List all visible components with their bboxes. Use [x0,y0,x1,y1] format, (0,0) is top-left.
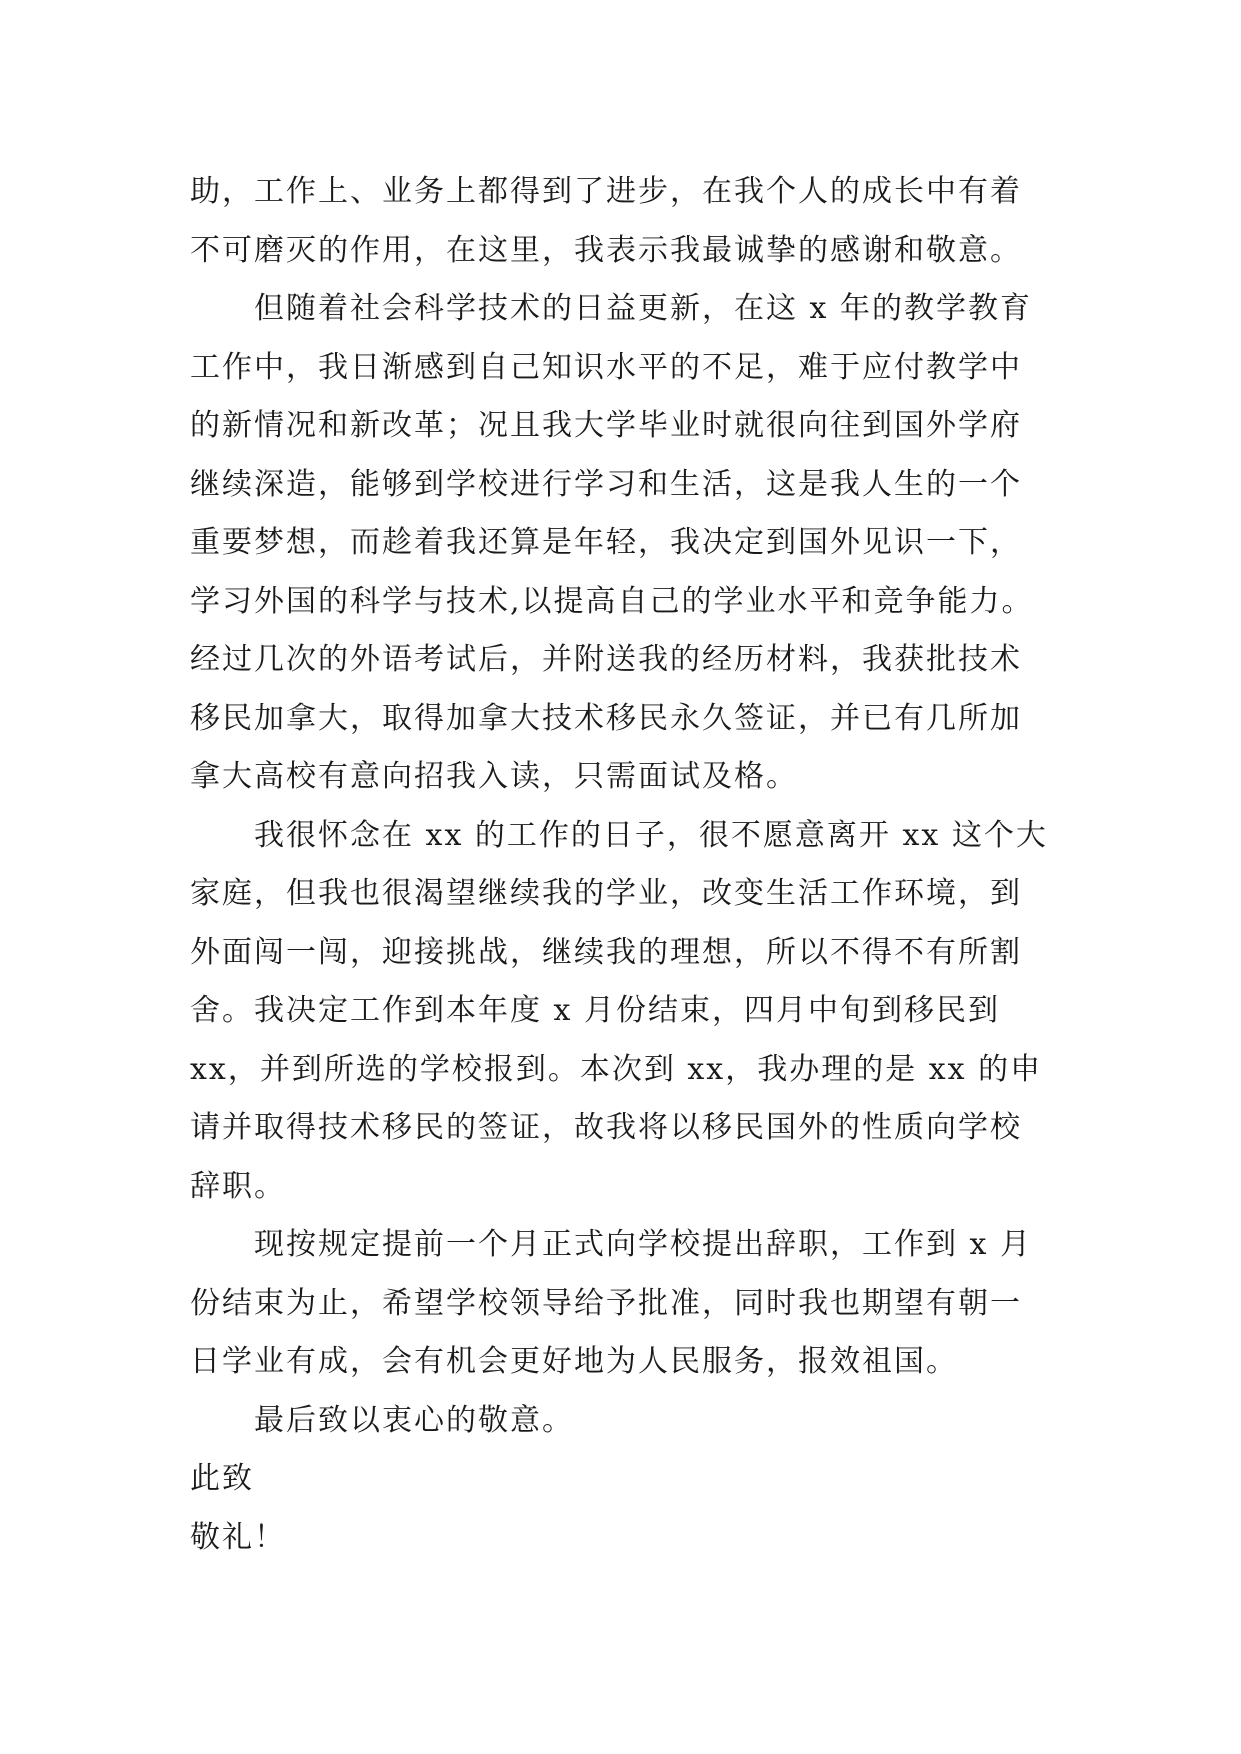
closing-line: 敬礼！ [190,1519,286,1555]
text-line-19: 现按规定提前一个月正式向学校提出辞职，工作到 x 月 [254,1227,1032,1262]
text-line-12: 我很怀念在 xx 的工作的日子，很不愿意离开 xx 这个大 [254,817,1048,853]
text-line-3: 但随着社会科学技术的日益更新，在这 x 年的教学教育 [254,291,1032,326]
text-line-6: 继续深造，能够到学校进行学习和生活，这是我人生的一个 [190,466,1022,502]
text-line-9: 经过几次的外语考试后，并附送我的经历材料，我获批技术 [190,642,1022,677]
text-line-7: 重要梦想，而趁着我还算是年轻，我决定到国外见识一下， [190,525,1022,560]
text-line-11: 拿大高校有意向招我入读，只需面试及格。 [190,759,798,794]
text-line-14: 外面闯一闯，迎接挑战，继续我的理想，所以不得不有所割 [190,934,1022,970]
letter-body [190,163,1060,1567]
text-line-4: 工作中，我日渐感到自己知识水平的不足，难于应付教学中 [190,349,1022,385]
text-line-17: 请并取得技术移民的签证，故我将以移民国外的性质向学校 [190,1110,1022,1145]
text-line-15: 舍。我决定工作到本年度 x 月份结束，四月中旬到移民到 [190,993,1000,1028]
text-line-10: 移民加拿大，取得加拿大技术移民永久签证，并已有几所加 [190,700,1022,736]
salutation-line: 此致 [190,1461,254,1496]
text-line-18: 辞职。 [190,1168,286,1204]
text-line-22: 最后致以衷心的敬意。 [254,1402,574,1438]
text-line-1: 助，工作上、业务上都得到了进步，在我个人的成长中有着 [190,174,1022,209]
text-line-20: 份结束为止，希望学校领导给予批准，同时我也期望有朝一 [190,1285,1022,1321]
text-line-8: 学习外国的科学与技术,以提高自己的学业水平和竞争能力。 [190,583,1034,619]
text-line-13: 家庭，但我也很渴望继续我的学业，改变生活工作环境，到 [190,876,1022,911]
text-line-21: 日学业有成，会有机会更好地为人民服务，报效祖国。 [190,1344,958,1379]
text-line-5: 的新情况和新改革；况且我大学毕业时就很向往到国外学府 [190,408,1022,443]
text-line-2: 不可磨灭的作用，在这里，我表示我最诚挚的感谢和敬意。 [190,232,1022,268]
text-line-16: xx，并到所选的学校报到。本次到 xx，我办理的是 xx 的申 [190,1051,1043,1087]
